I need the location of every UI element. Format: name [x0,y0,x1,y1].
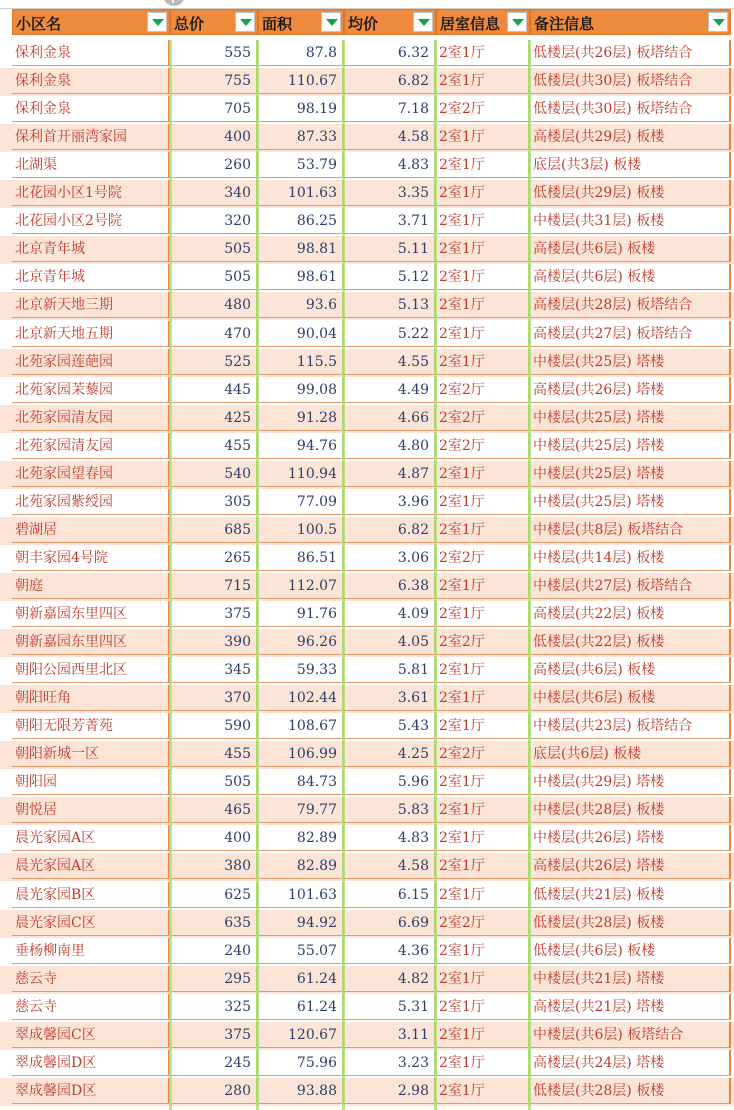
cell-total-price[interactable]: 425 [170,405,258,431]
cell-unit-price[interactable]: 5.81 [344,657,436,683]
cell-notes[interactable]: 高楼层(共29层) 板楼 [530,124,731,150]
cell-name[interactable]: 碧湖居 [12,517,170,543]
header-cell-total-price [170,9,258,35]
cell-name[interactable]: 北苑家园望春园 [12,461,170,487]
cell-rooms[interactable]: 2室1厅 [436,236,530,262]
cell-area[interactable]: 61.24 [258,994,344,1020]
cell-area[interactable]: 82.89 [258,825,344,851]
cell-area[interactable]: 98.81 [258,236,344,262]
cell-rooms[interactable]: 2室2厅 [436,377,530,403]
cell-rooms[interactable]: 2室1厅 [436,825,530,851]
cell-area[interactable]: 61.24 [258,966,344,992]
cell-notes[interactable]: 高楼层(共26层) 塔楼 [530,853,731,879]
cell-rooms[interactable]: 2室1厅 [436,797,530,823]
cell-total-price[interactable]: 555 [170,40,258,66]
cell-name[interactable]: 朝阳无限芳菁苑 [12,713,170,739]
cell-unit-price[interactable]: 4.49 [344,377,436,403]
cell-rooms[interactable]: 2室1厅 [436,40,530,66]
cell-notes[interactable]: 低楼层(共28层) 板楼 [530,1078,731,1104]
cell-rooms[interactable]: 2室1厅 [436,966,530,992]
cell-total-price[interactable]: 755 [170,68,258,94]
column-divider [528,40,531,1110]
cell-name[interactable]: 北京新天地五期 [12,321,170,347]
resize-handle-icon[interactable] [163,0,185,6]
cell-total-price[interactable]: 625 [170,882,258,908]
cell-unit-price[interactable]: 7.18 [344,96,436,122]
cell-rooms[interactable]: 2室1厅 [436,994,530,1020]
cell-unit-price[interactable]: 5.22 [344,321,436,347]
cell-notes[interactable]: 中楼层(共28层) 板楼 [530,797,731,823]
cell-total-price[interactable]: 505 [170,264,258,290]
cell-area[interactable]: 55.07 [258,938,344,964]
header-label: 备注信息 [534,15,595,33]
cell-rooms[interactable]: 2室1厅 [436,124,530,150]
cell-notes[interactable]: 中楼层(共25层) 塔楼 [530,461,731,487]
cell-rooms[interactable]: 2室1厅 [436,882,530,908]
cell-rooms[interactable]: 2室1厅 [436,321,530,347]
cell-rooms[interactable]: 2室1厅 [436,769,530,795]
cell-name[interactable]: 翠成馨园D区 [12,1050,170,1076]
cell-total-price[interactable]: 480 [170,292,258,318]
cell-notes[interactable]: 低楼层(共30层) 板塔结合 [530,68,731,94]
cell-unit-price[interactable]: 4.83 [344,825,436,851]
cell-rooms[interactable]: 2室1厅 [436,938,530,964]
table-row[interactable] [0,741,734,769]
cell-rooms[interactable]: 2室2厅 [436,629,530,655]
table-row[interactable] [0,1022,734,1050]
cell-rooms[interactable]: 2室2厅 [436,433,530,459]
cell-total-price[interactable]: 345 [170,657,258,683]
cell-rooms[interactable]: 2室1厅 [436,180,530,206]
filter-dropdown-icon[interactable] [321,12,341,32]
table-row[interactable] [0,825,734,853]
cell-total-price[interactable]: 380 [170,853,258,879]
cell-name[interactable]: 朝庭 [12,573,170,599]
cell-name[interactable]: 北苑家园紫绶园 [12,489,170,515]
header-label: 小区名 [16,15,62,33]
table-row[interactable] [0,292,734,320]
filter-dropdown-icon[interactable] [708,12,728,32]
cell-notes[interactable]: 低楼层(共28层) 板楼 [530,910,731,936]
cell-name[interactable]: 保利金泉 [12,68,170,94]
cell-name[interactable]: 晨光家园A区 [12,825,170,851]
cell-name[interactable]: 北苑家园清友园 [12,405,170,431]
cell-name[interactable]: 朝悦居 [12,797,170,823]
cell-area[interactable]: 79.77 [258,797,344,823]
cell-total-price[interactable]: 305 [170,489,258,515]
header-cell-notes [530,9,731,35]
cell-total-price[interactable]: 400 [170,124,258,150]
cell-area[interactable]: 90.04 [258,321,344,347]
cell-rooms[interactable]: 2室1厅 [436,1022,530,1048]
cell-unit-price[interactable]: 5.13 [344,292,436,318]
cell-total-price[interactable]: 685 [170,517,258,543]
cell-name[interactable]: 北苑家园莲葩园 [12,349,170,375]
cell-rooms[interactable]: 2室1厅 [436,1050,530,1076]
cell-notes[interactable]: 低楼层(共26层) 板塔结合 [530,40,731,66]
cell-rooms[interactable]: 2室1厅 [436,489,530,515]
cell-area[interactable]: 102.44 [258,685,344,711]
cell-rooms[interactable]: 2室2厅 [436,741,530,767]
header-cell-name [12,9,170,35]
cell-notes[interactable]: 中楼层(共26层) 塔楼 [530,825,731,851]
cell-rooms[interactable]: 2室1厅 [436,853,530,879]
cell-total-price[interactable]: 505 [170,236,258,262]
cell-unit-price[interactable]: 4.80 [344,433,436,459]
cell-total-price[interactable]: 280 [170,1078,258,1104]
cell-notes[interactable]: 低楼层(共29层) 板楼 [530,180,731,206]
cell-name[interactable]: 朝丰家园4号院 [12,545,170,571]
cell-name[interactable]: 垂杨柳南里 [12,938,170,964]
cell-area[interactable]: 94.76 [258,433,344,459]
cell-unit-price[interactable]: 4.55 [344,349,436,375]
cell-total-price[interactable]: 340 [170,180,258,206]
table-row[interactable] [0,433,734,461]
column-divider [256,40,259,1110]
table-row[interactable] [0,545,734,573]
cell-unit-price[interactable]: 3.71 [344,208,436,234]
table-row[interactable] [0,1050,734,1078]
cell-area[interactable]: 100.5 [258,517,344,543]
column-divider [342,40,345,1110]
cell-notes[interactable]: 中楼层(共29层) 塔楼 [530,769,731,795]
cell-unit-price[interactable]: 6.82 [344,517,436,543]
cell-unit-price[interactable]: 6.69 [344,910,436,936]
cell-unit-price[interactable]: 4.36 [344,938,436,964]
cell-name[interactable]: 保利金泉 [12,40,170,66]
header-label: 居室信息 [440,15,501,33]
table-row[interactable] [0,377,734,405]
cell-name[interactable]: 北花园小区2号院 [12,208,170,234]
cell-notes[interactable]: 中楼层(共27层) 板塔结合 [530,573,731,599]
table-row[interactable] [0,96,734,124]
cell-area[interactable]: 93.88 [258,1078,344,1104]
cell-area[interactable]: 77.09 [258,489,344,515]
cell-unit-price[interactable]: 4.58 [344,124,436,150]
cell-unit-price[interactable]: 5.83 [344,797,436,823]
cell-name[interactable]: 慈云寺 [12,994,170,1020]
cell-area[interactable]: 86.51 [258,545,344,571]
cell-area[interactable]: 99.08 [258,377,344,403]
cell-total-price[interactable]: 470 [170,321,258,347]
table-row[interactable] [0,1078,734,1106]
filter-dropdown-icon[interactable] [235,12,255,32]
cell-name[interactable]: 北花园小区1号院 [12,180,170,206]
column-divider [169,40,172,1110]
cell-total-price[interactable]: 240 [170,938,258,964]
cell-notes[interactable]: 高楼层(共28层) 板塔结合 [530,292,731,318]
cell-notes[interactable]: 高楼层(共27层) 板塔结合 [530,321,731,347]
header-label: 面积 [262,15,293,33]
cell-rooms[interactable]: 2室2厅 [436,405,530,431]
cell-unit-price[interactable]: 4.05 [344,629,436,655]
cell-unit-price[interactable]: 6.82 [344,68,436,94]
cell-notes[interactable]: 中楼层(共6层) 板塔结合 [530,1022,731,1048]
cell-notes[interactable]: 低楼层(共6层) 板楼 [530,938,731,964]
cell-rooms[interactable]: 2室1厅 [436,264,530,290]
header-row [0,8,734,38]
cell-total-price[interactable]: 265 [170,545,258,571]
cell-name[interactable]: 慈云寺 [12,966,170,992]
cell-unit-price[interactable]: 3.06 [344,545,436,571]
cell-unit-price[interactable]: 3.61 [344,685,436,711]
table-row[interactable] [0,321,734,349]
cell-name[interactable]: 翠成馨园D区 [12,1078,170,1104]
cell-unit-price[interactable]: 2.98 [344,1078,436,1104]
cell-name[interactable]: 朝阳园 [12,769,170,795]
cell-name[interactable]: 朝新嘉园东里四区 [12,601,170,627]
cell-area[interactable]: 98.61 [258,264,344,290]
cell-notes[interactable]: 中楼层(共14层) 板楼 [530,545,731,571]
cell-total-price[interactable]: 465 [170,797,258,823]
cell-unit-price[interactable]: 3.23 [344,1050,436,1076]
cell-name[interactable]: 北京青年城 [12,236,170,262]
table-row[interactable] [0,405,734,433]
cell-unit-price[interactable]: 6.15 [344,882,436,908]
cell-notes[interactable]: 低楼层(共22层) 板楼 [530,629,731,655]
cell-rooms[interactable]: 2室2厅 [436,545,530,571]
filter-dropdown-icon[interactable] [507,12,527,32]
cell-notes[interactable]: 高楼层(共26层) 塔楼 [530,377,731,403]
cell-total-price[interactable]: 715 [170,573,258,599]
cell-rooms[interactable]: 2室1厅 [436,685,530,711]
cell-area[interactable]: 86.25 [258,208,344,234]
cell-total-price[interactable]: 505 [170,769,258,795]
table-row[interactable] [0,208,734,236]
cell-total-price[interactable]: 400 [170,825,258,851]
cell-rooms[interactable]: 2室1厅 [436,68,530,94]
header-label: 均价 [348,15,379,33]
cell-notes[interactable]: 底层(共6层) 板楼 [530,741,731,767]
cell-unit-price[interactable]: 4.83 [344,152,436,178]
cell-name[interactable]: 晨光家园C区 [12,910,170,936]
cell-total-price[interactable]: 260 [170,152,258,178]
cell-unit-price[interactable]: 5.12 [344,264,436,290]
cell-rooms[interactable]: 2室2厅 [436,96,530,122]
cell-notes[interactable]: 中楼层(共23层) 板塔结合 [530,713,731,739]
table-row[interactable] [0,489,734,517]
cell-total-price[interactable]: 445 [170,377,258,403]
table-row[interactable] [0,966,734,994]
cell-area[interactable]: 106.99 [258,741,344,767]
cell-name[interactable]: 保利金泉 [12,96,170,122]
table-row[interactable] [0,40,734,68]
cell-notes[interactable]: 高楼层(共6层) 板楼 [530,236,731,262]
filter-dropdown-icon[interactable] [147,12,167,32]
cell-unit-price[interactable]: 5.43 [344,713,436,739]
cell-rooms[interactable]: 2室1厅 [436,461,530,487]
table-row[interactable] [0,236,734,264]
cell-area[interactable]: 87.33 [258,124,344,150]
table-row[interactable] [0,152,734,180]
cell-name[interactable]: 朝阳新城一区 [12,741,170,767]
cell-area[interactable]: 120.67 [258,1022,344,1048]
table-row[interactable] [0,769,734,797]
cell-total-price[interactable]: 590 [170,713,258,739]
cell-total-price[interactable]: 525 [170,349,258,375]
cell-total-price[interactable]: 245 [170,1050,258,1076]
cell-notes[interactable]: 中楼层(共25层) 塔楼 [530,349,731,375]
cell-notes[interactable]: 中楼层(共25层) 塔楼 [530,405,731,431]
cell-notes[interactable]: 底层(共3层) 板楼 [530,152,731,178]
cell-total-price[interactable]: 375 [170,1022,258,1048]
table-row[interactable] [0,601,734,629]
table-row[interactable] [0,264,734,292]
cell-rooms[interactable]: 2室1厅 [436,517,530,543]
cell-area[interactable]: 98.19 [258,96,344,122]
cell-name[interactable]: 朝阳旺角 [12,685,170,711]
cell-unit-price[interactable]: 4.58 [344,853,436,879]
table-row[interactable] [0,180,734,208]
cell-total-price[interactable]: 295 [170,966,258,992]
cell-notes[interactable]: 中楼层(共31层) 板楼 [530,208,731,234]
cell-rooms[interactable]: 2室1厅 [436,601,530,627]
cell-area[interactable]: 96.26 [258,629,344,655]
cell-area[interactable]: 110.94 [258,461,344,487]
cell-area[interactable]: 53.79 [258,152,344,178]
table-row[interactable] [0,994,734,1022]
cell-area[interactable]: 59.33 [258,657,344,683]
cell-area[interactable]: 94.92 [258,910,344,936]
cell-notes[interactable]: 高楼层(共22层) 板楼 [530,601,731,627]
cell-total-price[interactable]: 370 [170,685,258,711]
table-row[interactable] [0,68,734,96]
cell-area[interactable]: 87.8 [258,40,344,66]
table-row[interactable] [0,461,734,489]
cell-total-price[interactable]: 320 [170,208,258,234]
cell-area[interactable]: 108.67 [258,713,344,739]
cell-unit-price[interactable]: 5.96 [344,769,436,795]
cell-name[interactable]: 朝新嘉园东里四区 [12,629,170,655]
table-row[interactable] [0,573,734,601]
cell-notes[interactable]: 高楼层(共6层) 板楼 [530,264,731,290]
table-row[interactable] [0,713,734,741]
filter-dropdown-icon[interactable] [413,12,433,32]
cell-area[interactable]: 110.67 [258,68,344,94]
cell-area[interactable]: 75.96 [258,1050,344,1076]
cell-notes[interactable]: 中楼层(共8层) 板塔结合 [530,517,731,543]
cell-unit-price[interactable]: 3.11 [344,1022,436,1048]
cell-notes[interactable]: 低楼层(共21层) 板楼 [530,882,731,908]
cell-total-price[interactable]: 455 [170,741,258,767]
cell-notes[interactable]: 高楼层(共6层) 板楼 [530,657,731,683]
table-row[interactable] [0,938,734,966]
table-row[interactable] [0,797,734,825]
cell-total-price[interactable]: 325 [170,994,258,1020]
cell-name[interactable]: 北京青年城 [12,264,170,290]
cell-total-price[interactable]: 540 [170,461,258,487]
cell-total-price[interactable]: 635 [170,910,258,936]
cell-unit-price[interactable]: 4.09 [344,601,436,627]
cell-unit-price[interactable]: 5.11 [344,236,436,262]
cell-total-price[interactable]: 705 [170,96,258,122]
cell-notes[interactable]: 中楼层(共25层) 塔楼 [530,489,731,515]
table-row[interactable] [0,657,734,685]
header-cell-area [258,9,344,35]
cell-notes[interactable]: 中楼层(共25层) 塔楼 [530,433,731,459]
cell-rooms[interactable]: 2室1厅 [436,1078,530,1104]
cell-name[interactable]: 翠成馨园C区 [12,1022,170,1048]
table-row[interactable] [0,882,734,910]
cell-rooms[interactable]: 2室1厅 [436,349,530,375]
cell-rooms[interactable]: 2室1厅 [436,292,530,318]
cell-rooms[interactable]: 2室1厅 [436,573,530,599]
cell-total-price[interactable]: 390 [170,629,258,655]
cell-notes[interactable]: 中楼层(共6层) 板楼 [530,685,731,711]
table-row[interactable] [0,124,734,152]
cell-name[interactable]: 北苑家园茉藜园 [12,377,170,403]
cell-area[interactable]: 93.6 [258,292,344,318]
cell-name[interactable]: 晨光家园A区 [12,853,170,879]
column-divider [434,40,437,1110]
header-cell-unit-price [344,9,436,35]
cell-name[interactable]: 北京新天地三期 [12,292,170,318]
cell-rooms[interactable]: 2室1厅 [436,657,530,683]
cell-unit-price[interactable]: 3.96 [344,489,436,515]
cell-area[interactable]: 101.63 [258,180,344,206]
cell-rooms[interactable]: 2室1厅 [436,152,530,178]
cell-name[interactable]: 北苑家园清友园 [12,433,170,459]
cell-total-price[interactable]: 375 [170,601,258,627]
table-row[interactable] [0,629,734,657]
cell-area[interactable]: 112.07 [258,573,344,599]
header-cell-rooms [436,9,530,35]
cell-unit-price[interactable]: 4.87 [344,461,436,487]
cell-notes[interactable]: 中楼层(共21层) 塔楼 [530,966,731,992]
cell-rooms[interactable]: 2室2厅 [436,910,530,936]
cell-area[interactable]: 101.63 [258,882,344,908]
cell-rooms[interactable]: 2室1厅 [436,713,530,739]
cell-area[interactable]: 91.28 [258,405,344,431]
table-row[interactable] [0,910,734,938]
cell-name[interactable]: 北湖渠 [12,152,170,178]
cell-unit-price[interactable]: 5.31 [344,994,436,1020]
cell-area[interactable]: 82.89 [258,853,344,879]
cell-notes[interactable]: 高楼层(共21层) 塔楼 [530,994,731,1020]
cell-unit-price[interactable]: 6.32 [344,40,436,66]
cell-notes[interactable]: 低楼层(共30层) 板塔结合 [530,96,731,122]
cell-unit-price[interactable]: 4.82 [344,966,436,992]
table-row[interactable] [0,853,734,881]
cell-area[interactable]: 84.73 [258,769,344,795]
cell-area[interactable]: 115.5 [258,349,344,375]
table-row[interactable] [0,349,734,377]
cell-unit-price[interactable]: 4.25 [344,741,436,767]
cell-unit-price[interactable]: 6.38 [344,573,436,599]
cell-unit-price[interactable]: 3.35 [344,180,436,206]
cell-name[interactable]: 保利首开丽湾家园 [12,124,170,150]
table-row[interactable] [0,517,734,545]
cell-unit-price[interactable]: 4.66 [344,405,436,431]
cell-notes[interactable]: 高楼层(共24层) 塔楼 [530,1050,731,1076]
cell-area[interactable]: 91.76 [258,601,344,627]
header-label: 总价 [174,15,205,33]
table-row[interactable] [0,685,734,713]
cell-total-price[interactable]: 455 [170,433,258,459]
cell-name[interactable]: 朝阳公园西里北区 [12,657,170,683]
cell-rooms[interactable]: 2室1厅 [436,208,530,234]
cell-name[interactable]: 晨光家园B区 [12,882,170,908]
